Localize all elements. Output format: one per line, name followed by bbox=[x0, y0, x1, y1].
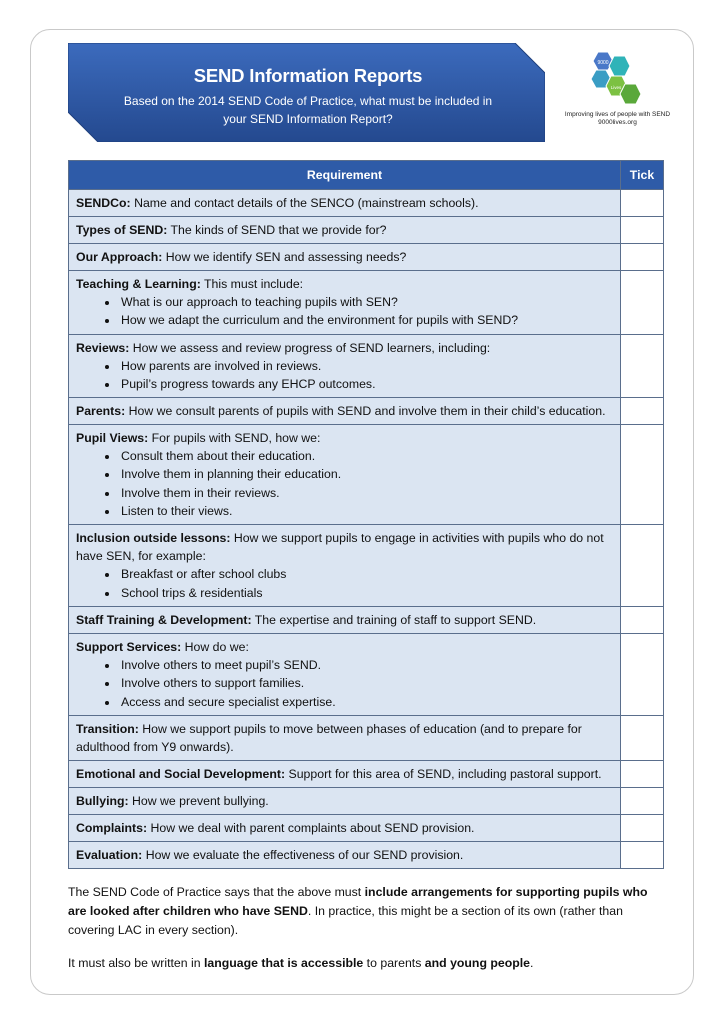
requirement-label: Bullying: bbox=[76, 793, 129, 808]
tick-box[interactable] bbox=[621, 633, 664, 715]
requirement-text: The expertise and training of staff to support SEND. bbox=[251, 612, 537, 627]
logo-hex-text-bottom: Lives bbox=[610, 85, 622, 90]
table-header-row bbox=[69, 161, 664, 190]
footer-bold-text: and young people bbox=[424, 956, 531, 970]
list-item: • How we adapt the curriculum and the environment for pupils with SEND? bbox=[119, 311, 613, 329]
requirement-cell bbox=[69, 425, 621, 525]
page-subtitle: Based on the 2014 SEND Code of Practice, what must be included in your SEND Information Report? bbox=[123, 94, 493, 126]
table-row bbox=[69, 841, 664, 868]
requirement-label: Teaching & Learning: bbox=[76, 277, 201, 291]
table-row bbox=[69, 787, 664, 814]
logo bbox=[560, 48, 675, 133]
footer-text: . bbox=[530, 956, 534, 970]
requirement-cell bbox=[69, 715, 621, 760]
logo-website: 9000lives.org bbox=[598, 119, 637, 126]
list-item: • School trips & residentials bbox=[119, 584, 613, 602]
list-item: • Breakfast or after school clubs bbox=[119, 565, 613, 583]
requirement-cell bbox=[69, 190, 621, 217]
requirement-cell bbox=[69, 814, 621, 841]
requirement-text: This must include: bbox=[200, 277, 304, 291]
tick-box[interactable] bbox=[621, 425, 664, 525]
tick-box[interactable] bbox=[621, 606, 664, 633]
title-banner bbox=[68, 43, 545, 142]
hexagon-logo-icon bbox=[584, 48, 654, 110]
tick-box[interactable] bbox=[621, 814, 664, 841]
list-item: • Access and secure specialist expertise. bbox=[119, 693, 613, 711]
footer-paragraph-looked-after bbox=[68, 883, 668, 940]
requirement-text: How we support pupils to move between phases of education (and to prepare for adulthood from Y9 onwards). bbox=[76, 721, 582, 754]
tick-box[interactable] bbox=[621, 841, 664, 868]
requirement-label: Evaluation: bbox=[76, 847, 143, 862]
requirement-text: How we identify SEN and assessing needs? bbox=[162, 250, 407, 264]
list-item: • Involve them in planning their education. bbox=[119, 465, 613, 483]
footer-text: It must also be written in bbox=[68, 956, 205, 970]
requirement-cell bbox=[69, 398, 621, 425]
requirement-label: Pupil Views: bbox=[76, 431, 149, 446]
requirement-cell bbox=[69, 633, 621, 715]
logo-hex-text-top: 9000 bbox=[597, 60, 609, 66]
requirement-label: Types of SEND: bbox=[76, 223, 168, 237]
requirement-cell bbox=[69, 271, 621, 335]
requirement-bullet-list bbox=[76, 565, 613, 602]
requirement-bullet-list bbox=[76, 357, 613, 394]
requirement-text: How we assess and review progress of SEND learners, including: bbox=[129, 340, 491, 355]
requirement-column-header: Requirement bbox=[69, 161, 621, 190]
requirement-text: The kinds of SEND that we provide for? bbox=[167, 223, 387, 237]
requirement-cell bbox=[69, 787, 621, 814]
list-item: • What is our approach to teaching pupils with SEN? bbox=[119, 293, 613, 311]
table-row bbox=[69, 525, 664, 607]
requirement-label: Support Services: bbox=[76, 639, 182, 654]
logo-tagline: Improving lives of people with SEND bbox=[564, 111, 671, 118]
requirement-text: Support for this area of SEND, including pastoral support. bbox=[285, 766, 602, 781]
requirement-cell bbox=[69, 244, 621, 271]
table-row bbox=[69, 217, 664, 244]
requirement-label: Parents: bbox=[76, 404, 126, 419]
table-row bbox=[69, 334, 664, 398]
tick-box[interactable] bbox=[621, 760, 664, 787]
requirement-label: Our Approach: bbox=[76, 250, 163, 264]
requirement-text: How we prevent bullying. bbox=[128, 793, 269, 808]
footer-paragraph-accessible bbox=[68, 954, 668, 973]
requirement-text: For pupils with SEND, how we: bbox=[148, 431, 321, 446]
footer-bold-text: language that is accessible bbox=[204, 956, 364, 970]
requirement-bullet-list bbox=[76, 447, 613, 520]
list-item: • How parents are involved in reviews. bbox=[119, 357, 613, 375]
tick-column-header: Tick bbox=[621, 161, 664, 190]
requirement-text: How we support pupils to engage in activities with pupils who do not have SEN, for example: bbox=[76, 531, 604, 564]
requirement-cell bbox=[69, 217, 621, 244]
requirement-bullet-list bbox=[76, 656, 613, 711]
footer-text: to parents bbox=[363, 956, 425, 970]
requirement-cell bbox=[69, 334, 621, 398]
table-row bbox=[69, 398, 664, 425]
table-row bbox=[69, 760, 664, 787]
requirement-label: SENDCo: bbox=[76, 196, 131, 210]
requirement-text: How we evaluate the effectiveness of our SEND provision. bbox=[142, 847, 464, 862]
tick-box[interactable] bbox=[621, 525, 664, 607]
tick-box[interactable] bbox=[621, 398, 664, 425]
footer-text: . In practice, this might be a section of its own (rather than covering LAC in every section). bbox=[68, 904, 623, 937]
footer-bold-text: include arrangements for supporting pupils who are looked after children who have SEND bbox=[68, 885, 648, 918]
requirement-label: Reviews: bbox=[76, 340, 130, 355]
requirement-text: Name and contact details of the SENCO (mainstream schools). bbox=[130, 196, 479, 210]
requirement-cell bbox=[69, 606, 621, 633]
requirement-label: Staff Training & Development: bbox=[76, 612, 252, 627]
tick-box[interactable] bbox=[621, 190, 664, 217]
table-row bbox=[69, 814, 664, 841]
list-item: • Pupil’s progress towards any EHCP outcomes. bbox=[119, 375, 613, 393]
requirement-cell bbox=[69, 760, 621, 787]
footer-text: The SEND Code of Practice says that the above must bbox=[68, 885, 365, 899]
tick-box[interactable] bbox=[621, 715, 664, 760]
table-row bbox=[69, 244, 664, 271]
tick-box[interactable] bbox=[621, 217, 664, 244]
requirement-text: How we consult parents of pupils with SEND and involve them in their child’s education. bbox=[125, 404, 606, 419]
table-row bbox=[69, 606, 664, 633]
tick-box[interactable] bbox=[621, 787, 664, 814]
page-title: SEND Information Reports bbox=[193, 65, 423, 86]
requirements-table bbox=[68, 160, 664, 869]
list-item: • Involve others to meet pupil’s SEND. bbox=[119, 656, 613, 674]
requirement-label: Transition: bbox=[76, 721, 139, 736]
requirement-text: How we deal with parent complaints about SEND provision. bbox=[147, 820, 475, 835]
requirement-label: Emotional and Social Development: bbox=[76, 766, 286, 781]
requirement-bullet-list bbox=[76, 293, 613, 330]
table-row bbox=[69, 425, 664, 525]
tick-box[interactable] bbox=[621, 334, 664, 398]
list-item: • Consult them about their education. bbox=[119, 447, 613, 465]
table-row bbox=[69, 190, 664, 217]
list-item: • Listen to their views. bbox=[119, 502, 613, 520]
list-item: • Involve them in their reviews. bbox=[119, 484, 613, 502]
table-row bbox=[69, 715, 664, 760]
list-item: • Involve others to support families. bbox=[119, 674, 613, 692]
table-row bbox=[69, 633, 664, 715]
table-row bbox=[69, 271, 664, 335]
tick-box[interactable] bbox=[621, 244, 664, 271]
tick-box[interactable] bbox=[621, 271, 664, 335]
requirement-text: How do we: bbox=[181, 639, 249, 654]
requirement-cell bbox=[69, 841, 621, 868]
requirement-label: Complaints: bbox=[76, 820, 148, 835]
requirement-label: Inclusion outside lessons: bbox=[76, 531, 231, 546]
requirement-cell bbox=[69, 525, 621, 607]
